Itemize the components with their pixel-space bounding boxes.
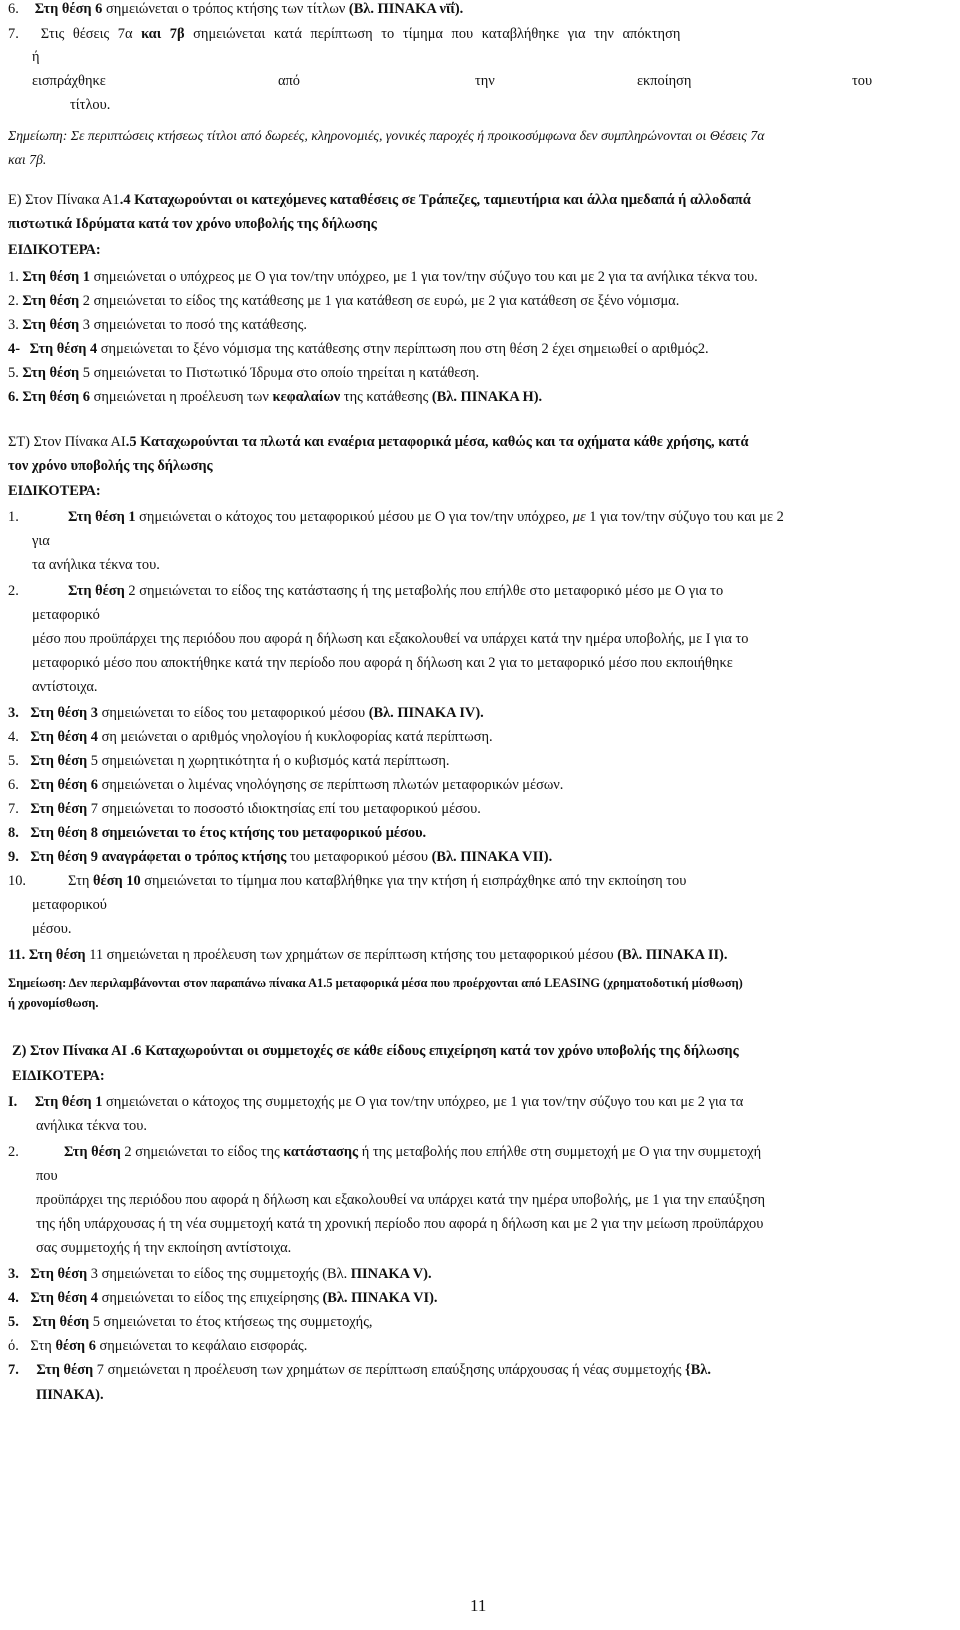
section-st-item-10-cont1: μεταφορικού	[32, 897, 107, 913]
title-item-7-word-3: την	[475, 73, 495, 89]
section-z-heading: Ζ) Στον Πίνακα ΑΙ .6 Καταχωρούνται οι συμμετοχές σε κάθε είδους επιχείρηση κατά τον χρόνο υποβολής της δήλωσης	[12, 1043, 739, 1059]
title-item-7-word-4: εκποίηση	[637, 73, 692, 89]
section-z-item-1: I. Στη θέση 1 σημειώνεται ο κάτοχος της συμμετοχής με Ο για τον/την υπόχρεο, με 1 για τον/την σύζυγο του και με 2 για τα	[8, 1094, 744, 1110]
section-st-item-5: 5. Στη θέση 5 σημειώνεται η χωρητικότητα ή ο κυβισμός κατά περίπτωση.	[8, 753, 450, 769]
section-z-item-7-cont: ΠΙΝΑΚΑ).	[36, 1387, 104, 1403]
section-st-heading-line2: τον χρόνο υποβολής της δήλωσης	[8, 458, 213, 474]
section-st-item-9: 9. Στη θέση 9 αναγράφεται ο τρόπος κτήσης του μεταφορικού μέσου (Βλ. ΠΙΝΑΚΑ VII).	[8, 849, 553, 865]
section-e-item-1: 1. Στη θέση 1 σημειώνεται ο υπόχρεος με Ο για τον/την υπόχρεο, με 1 για τον/την σύζυγο του και με 2 για τα ανήλικα τέκνα του.	[8, 269, 758, 285]
section-st-item-11: 11. Στη θέση 11 σημειώνεται η προέλευση των χρημάτων σε περίπτωση κτήσης του μεταφορικού μέσου (Βλ. ΠΙΝΑΚΑ II).	[8, 947, 728, 963]
section-st-note: Σημείωση: Δεν περιλαμβάνονται στον παραπάνω πίνακα Α1.5 μεταφορικά μέσα που προέρχονται από LEASING (χρηματοδοτική μίσθωση)	[8, 976, 743, 990]
section-st-item-2-cont2: μέσο που προϋπάρχει της περιόδου που αφορά η δήλωση και εξακολουθεί να υπάρχει κατά την ημέρα υποβολής, με I για το	[32, 631, 749, 647]
title-item-7-word-2: από	[278, 73, 301, 89]
section-z-item-7: 7. Στη θέση 7 σημειώνεται η προέλευση των χρημάτων σε περίπτωση επαύξησης υπάρχουσας ή νέας συμμετοχής {Βλ.	[8, 1362, 711, 1378]
section-st-item-10: 10. Στη θέση 10 σημειώνεται το τίμημα που καταβλήθηκε για την κτήση ή εισπράχθηκε από την εκποίηση του	[8, 873, 687, 889]
section-st-item-6: 6. Στη θέση 6 σημειώνεται ο λιμένας νηολόγησης σε περίπτωση πλωτών μεταφορικών μέσων.	[8, 777, 564, 793]
titles-note: Σημείωπη: Σε περιπτώσεις κτήσεως τίτλοι από δωρεές, κληρονομιές, γονικές παροχές ή προικοσύμφωνα δεν συμπληρώνονται οι Θέσεις 7α	[8, 128, 765, 143]
title-item-7-end: τίτλου.	[70, 97, 111, 113]
section-z-item-6: ό. Στη θέση 6 σημειώνεται το κεφάλαιο εισφοράς.	[8, 1338, 308, 1354]
section-st-item-1-cont: για	[32, 533, 50, 549]
section-st-item-2: 2. Στη θέση 2 σημειώνεται το είδος της κατάστασης ή της μεταβολής που επήλθε στο μεταφορικό μέσο με Ο για το	[8, 583, 724, 599]
section-e-item-5: 5. Στη θέση 5 σημειώνεται το Πιστωτικό Ίδρυμα στο οποίο τηρείται η κατάθεση.	[8, 365, 480, 381]
section-z-item-2-cont1: που	[36, 1168, 58, 1184]
section-z-item-5: 5. Στη θέση 5 σημειώνεται το έτος κτήσεως της συμμετοχής,	[8, 1314, 373, 1330]
section-e-item-4: 4- Στη θέση 4 σημειώνεται το ξένο νόμισμα της κατάθεσης στην περίπτωση που στη θέση 2 έχει σημειωθεί ο αριθμός2.	[8, 341, 709, 357]
section-z-item-2: 2. Στη θέση 2 σημειώνεται το είδος της κατάστασης ή της μεταβολής που επήλθε στη συμμετοχή με Ο για την συμμετοχή	[8, 1144, 762, 1160]
title-item-7: 7. Στις θέσεις 7α και 7β σημειώνεται κατά περίπτωση το τίμημα που καταβλήθηκε για την απόκτηση	[8, 26, 681, 42]
section-e-item-3: 3. Στη θέση 3 σημειώνεται το ποσό της κατάθεσης.	[8, 317, 308, 333]
section-st-specifically: ΕΙΔΙΚΟΤΕΡΑ:	[8, 483, 101, 499]
title-item-7-word-1: εισπράχθηκε	[32, 73, 106, 89]
section-e-specifically: ΕΙΔΙΚΟΤΕΡΑ:	[8, 242, 101, 258]
section-z-item-2-cont4: σας συμμετοχής ή την εκποίηση αντίστοιχα.	[36, 1240, 292, 1256]
section-z-item-1-cont: ανήλικα τέκνα του.	[36, 1118, 147, 1134]
section-st-item-1-cont2: τα ανήλικα τέκνα του.	[32, 557, 160, 573]
section-st-item-4: 4. Στη θέση 4 ση μειώνεται ο αριθμός νηολογίου ή κυκλοφορίας κατά περίπτωση.	[8, 729, 493, 745]
section-z-item-2-cont3: της ήδη υπάρχουσας ή τη νέα συμμετοχή κατά τη χρονική περίοδο που αφορά η δήλωση και με 2 για την μείωση προϋπάρχου	[36, 1216, 764, 1232]
title-item-7-line2: ή	[32, 49, 40, 65]
section-z-specifically: ΕΙΔΙΚΟΤΕΡΑ:	[12, 1068, 105, 1084]
section-z-item-2-cont2: προϋπάρχει της περιόδου που αφορά η δήλωση και εξακολουθεί να υπάρχει κατά την ημέρα υποβολής, με 1 για την επαύξηση	[36, 1192, 766, 1208]
section-st-item-2-cont3: μεταφορικό μέσο που αποκτήθηκε κατά την περίοδο που αφορά η δήλωση και 2 για το μεταφορικό μέσο που εκποιήθηκε	[32, 655, 733, 671]
titles-note-line2: και 7β.	[8, 152, 47, 167]
section-e-item-2: 2. Στη θέση 2 σημειώνεται το είδος της κατάθεσης με 1 για κατάθεση σε ευρώ, με 2 για κατάθεση σε ξένο νόμισμα.	[8, 293, 680, 309]
title-item-6: 6. Στη θέση 6 σημειώνεται ο τρόπος κτήσης των τίτλων (Βλ. ΠΙΝΑΚΑ νϊΐ).	[8, 1, 464, 17]
section-st-item-3: 3. Στη θέση 3 σημειώνεται το είδος του μεταφορικού μέσου (Βλ. ΠΙΝΑΚΑ IV).	[8, 705, 484, 721]
section-z-item-3: 3. Στη θέση 3 σημειώνεται το είδος της συμμετοχής (Βλ. ΠΙΝΑΚΑ V).	[8, 1266, 432, 1282]
section-st-item-10-cont2: μέσου.	[32, 921, 72, 937]
title-item-7-word-5: του	[852, 73, 873, 89]
section-st-heading: ΣΤ) Στον Πίνακα ΑΙ.5 Καταχωρούνται τα πλωτά και εναέρια μεταφορικά μέσα, καθώς και τα οχήματα κάθε χρήσης, κατά	[8, 434, 749, 450]
section-e-heading-line2: πιστωτικά Ιδρύματα κατά τον χρόνο υποβολής της δήλωσης	[8, 216, 377, 232]
section-z-item-4: 4. Στη θέση 4 σημειώνεται το είδος της επιχείρησης (Βλ. ΠΙΝΑΚΑ VI).	[8, 1290, 438, 1306]
section-st-item-7: 7. Στη θέση 7 σημειώνεται το ποσοστό ιδιοκτησίας επί του μεταφορικού μέσου.	[8, 801, 481, 817]
section-st-item-8: 8. Στη θέση 8 σημειώνεται το έτος κτήσης του μεταφορικού μέσου.	[8, 825, 427, 841]
section-st-item-2-cont4: αντίστοιχα.	[32, 679, 98, 695]
section-e-item-6: 6. Στη θέση 6 σημειώνεται η προέλευση των κεφαλαίων της κατάθεσης (Βλ. ΠΙΝΑΚΑ Η).	[8, 389, 543, 405]
section-st-item-1: 1. Στη θέση 1 σημειώνεται ο κάτοχος του μεταφορικού μέσου με Ο για τον/την υπόχρεο, με 1 για τον/την σύζυγο του και με 2	[8, 509, 784, 525]
page-number: 11	[470, 1596, 487, 1615]
section-e-heading: Ε) Στον Πίνακα Α1.4 Καταχωρούνται οι κατεχόμενες καταθέσεις σε Τράπεζες, ταμιευτήρια και άλλα ημεδαπά ή αλλοδαπά	[8, 192, 751, 208]
section-st-note-line2: ή χρονομίσθωση.	[8, 996, 99, 1010]
section-st-item-2-cont1: μεταφορικό	[32, 607, 100, 623]
